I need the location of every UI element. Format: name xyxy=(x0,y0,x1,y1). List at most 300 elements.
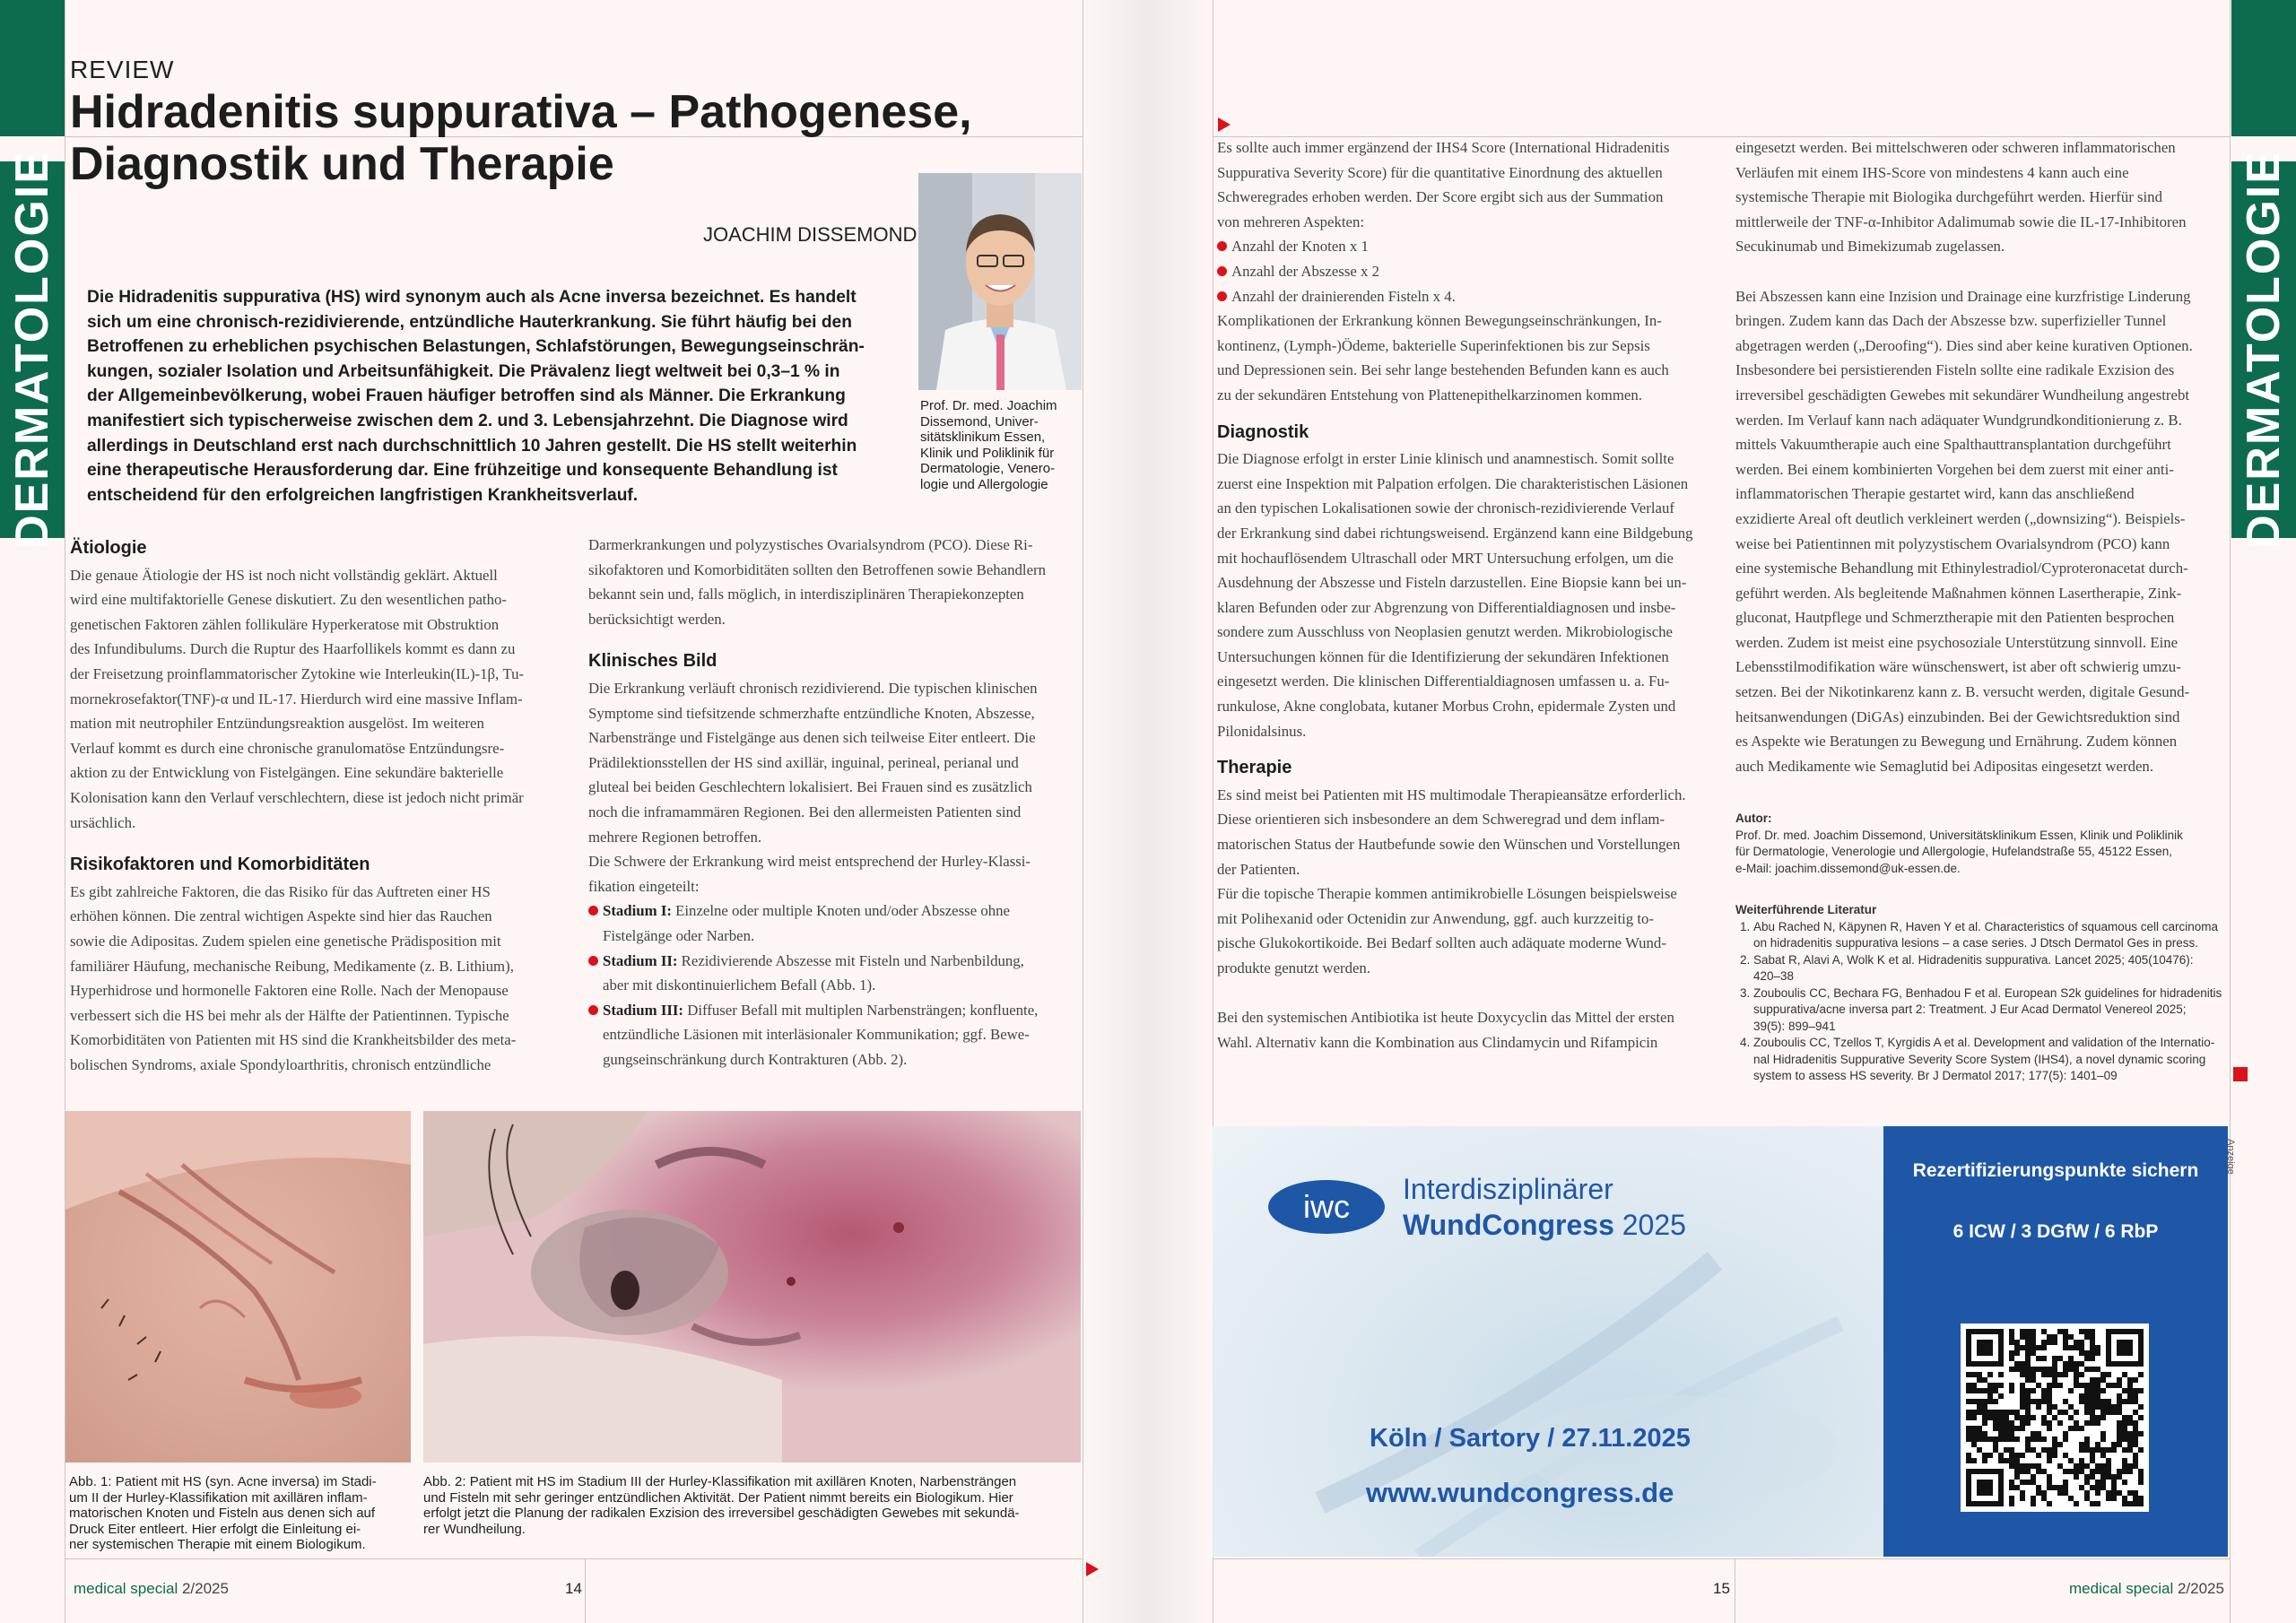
qr-module xyxy=(2004,1410,2009,1415)
qr-module xyxy=(2068,1426,2074,1431)
reference-line: on hidradenitis suppurativa lesions – a case series. J Dtsch Dermatol Ges in press. xyxy=(1753,936,2198,950)
qr-module xyxy=(2106,1490,2111,1496)
qr-module xyxy=(1971,1383,1977,1388)
qr-module xyxy=(2079,1463,2084,1469)
qr-module xyxy=(2133,1463,2138,1469)
qr-module xyxy=(2106,1399,2111,1404)
qr-module xyxy=(2020,1361,2025,1367)
qr-module xyxy=(1993,1426,1998,1431)
qr-module xyxy=(2041,1340,2047,1345)
qr-module xyxy=(2063,1361,2068,1367)
qr-module xyxy=(1998,1415,2004,1420)
body-line: Die Diagnose erfolgt in erster Linie klinisch und anamnestisch. Somit sollte xyxy=(1217,450,1674,468)
iwc-logo xyxy=(1268,1180,1385,1234)
author-portrait-illustration xyxy=(918,173,1082,390)
qr-module xyxy=(2133,1410,2138,1415)
qr-module xyxy=(2041,1469,2047,1474)
body-line: abgetragen werden („Deroofing“). Dies sind aber keine kurativen Optionen. xyxy=(1735,336,2193,354)
qr-module xyxy=(1982,1453,1987,1458)
qr-module xyxy=(1977,1404,1982,1410)
qr-module xyxy=(2036,1356,2041,1361)
body-line: Secukinumab und Bimekizumab zugelassen. xyxy=(1735,238,2005,256)
article-lead xyxy=(87,285,894,508)
qr-module xyxy=(2084,1496,2090,1501)
qr-module xyxy=(2122,1463,2127,1469)
body-line: kontinenz, (Lymph-)Ödeme, bakterielle Superinfektionen bis zur Sepsis xyxy=(1217,336,1650,354)
figure-1-caption xyxy=(69,1474,410,1553)
body-line: aktion zu der Entwicklung von Fistelgängen. Eine sekundäre bakterielle xyxy=(70,764,504,782)
qr-module xyxy=(2074,1372,2079,1377)
qr-module xyxy=(2111,1490,2117,1496)
qr-module xyxy=(2133,1431,2138,1436)
qr-module xyxy=(2117,1383,2122,1388)
reference-item xyxy=(1753,985,2224,1036)
qr-module xyxy=(2031,1350,2036,1356)
qr-module xyxy=(2052,1334,2057,1340)
body-line: zu der sekundären Entstehung von Plattenepithelkarzinomen kommen. xyxy=(1217,386,1642,404)
body-line: mittlerweile der TNF-α-Inhibitor Adalimumab sowie die IL-17-Inhibitoren xyxy=(1735,213,2187,230)
body-line: pische Glukokortikoide. Bei Bedarf sollten auch adäquate moderne Wund- xyxy=(1217,934,1666,952)
qr-module xyxy=(1982,1410,1987,1415)
qr-module xyxy=(2117,1442,2122,1447)
qr-module xyxy=(1987,1399,1993,1404)
body-line: der Patienten. xyxy=(1217,860,1300,878)
qr-module xyxy=(2111,1485,2117,1490)
qr-module xyxy=(2079,1458,2084,1463)
reference-list xyxy=(1735,919,2224,1085)
qr-module xyxy=(2020,1367,2025,1372)
qr-module xyxy=(1966,1453,1971,1458)
qr-module xyxy=(2036,1383,2041,1388)
reference-line: 2. Sabat R, Alavi A, Wolk K et al. Hidradenitis suppurativa. Lancet 2025; 405(10476): xyxy=(1753,952,2194,967)
qr-module xyxy=(2106,1410,2111,1415)
qr-module xyxy=(2095,1383,2100,1388)
qr-module xyxy=(1993,1388,1998,1393)
qr-module xyxy=(2106,1372,2111,1377)
body-line: Komplikationen der Erkrankung können Bewegungseinschränkungen, In- xyxy=(1217,312,1662,330)
qr-module xyxy=(2025,1367,2031,1372)
qr-module xyxy=(2020,1490,2025,1496)
qr-module xyxy=(1966,1458,1971,1463)
qr-module xyxy=(2036,1485,2041,1490)
end-of-article-marker xyxy=(2233,1067,2248,1081)
qr-module xyxy=(2111,1404,2117,1410)
body-line: bolischen Syndroms, axiale Spondyloarthritis, chronisch entzündliche xyxy=(70,1055,491,1073)
qr-module xyxy=(2090,1383,2095,1388)
qr-module xyxy=(2117,1404,2122,1410)
lead-line: der Allgemeinbevölkerung, wobei Frauen häufiger betroffen sind als Männer. Die Erkrankung xyxy=(87,386,846,406)
qr-module xyxy=(1987,1436,1993,1442)
qr-module xyxy=(2047,1388,2052,1393)
author-caption-line: logie und Allergologie xyxy=(920,476,1048,492)
qr-module xyxy=(2020,1463,2025,1469)
body-line: mation mit neutrophiler Entzündungsreaktion ausgelöst. Im weiteren xyxy=(70,715,484,733)
qr-module xyxy=(2063,1490,2068,1496)
author-caption-line: Klinik und Poliklinik für xyxy=(920,445,1055,461)
qr-module xyxy=(2127,1415,2133,1420)
qr-module xyxy=(2095,1393,2100,1399)
stage-text: Einzelne oder multiple Knoten und/oder Abszesse ohne xyxy=(675,902,1010,920)
footer-magazine-right xyxy=(2069,1580,2224,1598)
qr-module xyxy=(2041,1420,2047,1426)
qr-module xyxy=(2100,1388,2106,1393)
body-line: auch Medikamente wie Semaglutid bei Adipositas eingesetzt werden. xyxy=(1735,757,2154,775)
qr-module xyxy=(2100,1431,2106,1436)
body-line: mittels Vakuumtherapie auch eine Spalthauttransplantation durchgeführt xyxy=(1735,436,2171,454)
wundcongress-ad[interactable] xyxy=(1213,1126,2228,1557)
ad-title-line-2 xyxy=(1403,1207,1686,1243)
ad-title-year: 2025 xyxy=(1613,1209,1686,1241)
qr-module xyxy=(2133,1426,2138,1431)
qr-module xyxy=(2090,1474,2095,1480)
qr-module xyxy=(2074,1420,2079,1426)
body-line: noch die inframammären Regionen. Bei den allermeisten Patienten sind xyxy=(588,803,1022,820)
qr-module xyxy=(1971,1410,1977,1415)
body-line: bekannt sein und, falls möglich, in interdisziplinären Therapiekonzepten xyxy=(588,586,1024,603)
qr-module xyxy=(2031,1463,2036,1469)
qr-finder xyxy=(1977,1480,1993,1496)
author-photo xyxy=(918,173,1082,390)
qr-module xyxy=(2127,1420,2133,1426)
qr-module xyxy=(2004,1420,2009,1426)
body-line: Verlauf kommt es durch eine chronische granulomatöse Entzündungsre- xyxy=(70,739,505,757)
qr-module xyxy=(2122,1420,2127,1426)
qr-module xyxy=(2133,1501,2138,1506)
qr-finder xyxy=(1977,1340,1993,1356)
body-line: Wahl. Alternativ kann die Kombination aus Clindamycin und Rifampicin xyxy=(1217,1033,1658,1051)
qr-module xyxy=(2138,1480,2144,1485)
qr-module xyxy=(1977,1436,1982,1442)
qr-module xyxy=(2100,1447,2106,1453)
qr-module xyxy=(2057,1463,2063,1469)
qr-module xyxy=(2025,1463,2031,1469)
qr-module xyxy=(2063,1399,2068,1404)
body-line: sowie die Adipositas. Zudem spielen eine genetische Prädisposition mit xyxy=(70,932,501,950)
qr-module xyxy=(2036,1399,2041,1404)
author-caption-line: sitätsklinikum Essen, xyxy=(920,430,1046,445)
qr-module xyxy=(2009,1426,2014,1431)
caption-line: ner systemischen Therapie mit einem Biologikum. xyxy=(69,1537,366,1552)
qr-module xyxy=(2074,1474,2079,1480)
qr-module xyxy=(1966,1415,1971,1420)
author-info-line: e-Mail: joachim.dissemond@uk-essen.de. xyxy=(1735,861,1961,875)
body-line: Schweregrades erhoben werden. Der Score ergibt sich aus der Summation xyxy=(1217,188,1664,206)
body-line: Diese orientieren sich insbesondere an dem Schweregrad und dem inflam- xyxy=(1217,811,1665,829)
body-line: mit Polihexanid oder Octenidin zur Anwendung, ggf. auch kurzzeitig to- xyxy=(1217,909,1654,927)
qr-module xyxy=(2138,1388,2144,1393)
qr-module xyxy=(2057,1383,2063,1388)
qr-module xyxy=(1998,1410,2004,1415)
qr-module xyxy=(2127,1469,2133,1474)
section-tab-label: DERMATOLOGIE xyxy=(2238,151,2290,549)
qr-module xyxy=(2047,1334,2052,1340)
qr-module xyxy=(1998,1431,2004,1436)
footer-rule-right xyxy=(1213,1558,2230,1559)
author-name: JOACHIM DISSEMOND xyxy=(703,223,918,246)
section-tab-right xyxy=(2231,151,2296,549)
qr-module xyxy=(1971,1431,1977,1436)
qr-module xyxy=(2079,1361,2084,1367)
qr-module xyxy=(1966,1383,1971,1388)
qr-module xyxy=(2025,1329,2031,1334)
qr-module xyxy=(2020,1453,2025,1458)
qr-module xyxy=(2031,1345,2036,1350)
qr-module xyxy=(2041,1345,2047,1350)
reference-line: 1. Abu Rached N, Käpynen R, Haven Y et al. Characteristics of squamous cell carcinoma xyxy=(1753,919,2219,933)
magazine-name: medical special xyxy=(2069,1580,2174,1597)
body-line: werden. Zudem ist meist eine psychosoziale Unterstützung sinnvoll. Eine xyxy=(1735,633,2179,651)
qr-module xyxy=(2122,1431,2127,1436)
ad-place-date: Köln / Sartory / 27.11.2025 xyxy=(1370,1424,1691,1453)
qr-module xyxy=(1993,1442,1998,1447)
column-marker xyxy=(1218,117,1231,132)
author-caption-line: Prof. Dr. med. Joachim xyxy=(920,398,1057,413)
body-line: berücksichtigt werden. xyxy=(588,610,726,628)
qr-module xyxy=(2127,1463,2133,1469)
qr-module xyxy=(2133,1458,2138,1463)
figure-1-photo xyxy=(65,1111,411,1462)
heading-therapie: Therapie xyxy=(1217,758,1292,778)
author-info-line: für Dermatologie, Venerologie und Allergologie, Hufelandstraße 55, 45122 Essen, xyxy=(1735,845,2173,858)
qr-module xyxy=(2095,1350,2100,1356)
qr-module xyxy=(2063,1469,2068,1474)
qr-module xyxy=(1966,1426,1971,1431)
qr-module xyxy=(2047,1404,2052,1410)
qr-module xyxy=(2031,1436,2036,1442)
qr-module xyxy=(2100,1404,2106,1410)
qr-module xyxy=(2090,1329,2095,1334)
qr-module xyxy=(2020,1426,2025,1431)
qr-module xyxy=(2079,1350,2084,1356)
qr-module xyxy=(2084,1410,2090,1415)
qr-module xyxy=(2047,1453,2052,1458)
axilla-stage-2-illustration xyxy=(65,1111,411,1462)
qr-module xyxy=(1982,1415,1987,1420)
qr-module xyxy=(2068,1345,2074,1350)
body-line: Bei Abszessen kann eine Inzision und Drainage eine kurzfristige Linderung xyxy=(1735,287,2191,305)
qr-module xyxy=(2036,1453,2041,1458)
qr-module xyxy=(2020,1496,2025,1501)
reference-line: suppurativa/acne inversa part 2: Treatment. J Eur Acad Dermatol Venereol 2025; xyxy=(1753,1002,2187,1016)
stage-text: Rezidivierende Abszesse mit Fisteln und Narbenbildung, xyxy=(681,951,1024,969)
qr-module xyxy=(2014,1340,2020,1345)
qr-module xyxy=(2009,1334,2014,1340)
qr-module xyxy=(2106,1447,2111,1453)
qr-module xyxy=(2009,1480,2014,1485)
qr-module xyxy=(2020,1383,2025,1388)
qr-module xyxy=(2100,1480,2106,1485)
qr-module xyxy=(1971,1415,1977,1420)
lead-line: eine therapeutische Herausforderung dar. Eine frühzeitige und konsequente Behandlung ist xyxy=(87,461,838,481)
qr-module xyxy=(2117,1469,2122,1474)
qr-module xyxy=(2057,1372,2063,1377)
qr-module xyxy=(2004,1447,2009,1453)
qr-module xyxy=(1971,1388,1977,1393)
qr-module xyxy=(2025,1469,2031,1474)
qr-module xyxy=(2052,1367,2057,1372)
qr-module xyxy=(2127,1377,2133,1383)
qr-module xyxy=(2090,1410,2095,1415)
qr-module xyxy=(2138,1474,2144,1480)
qr-module xyxy=(2031,1399,2036,1404)
iwc-logo-text: iwc xyxy=(1303,1188,1350,1225)
body-line: mehrere Regionen betroffen. xyxy=(588,828,762,846)
qr-module xyxy=(2095,1485,2100,1490)
issue-number: 2/2025 xyxy=(2177,1580,2224,1597)
body-line: familiärer Häufung, mechanische Reibung, Medikamente (z. B. Lithium), xyxy=(70,957,514,975)
qr-module xyxy=(2009,1367,2014,1372)
qr-module xyxy=(2095,1490,2100,1496)
body-line: heitsanwendungen (DiGAs) einzubinden. Bei der Gewichtsreduktion sind xyxy=(1735,707,2180,725)
qr-module xyxy=(2111,1410,2117,1415)
body-line: eingesetzt werden. Die klinischen Differentialdiagnosen umfassen u. a. Fu- xyxy=(1217,673,1670,690)
qr-module xyxy=(2106,1496,2111,1501)
qr-module xyxy=(2057,1490,2063,1496)
body-line: Es gibt zahlreiche Faktoren, die das Risiko für das Auftreten einer HS xyxy=(70,882,491,900)
lead-line: allerdings in Deutschland erst nach durchschnittlich 10 Jahren gestellt. Die HS stellt weiterhin xyxy=(87,436,857,456)
body-line: es Aspekte wie Beratungen zu Bewegung und Ernährung. Zudem können xyxy=(1735,733,2178,751)
footer-rule-left xyxy=(65,1558,1083,1559)
body-line: zuerst eine Inspektion mit Palpation erfolgen. Die charakteristischen Läsionen xyxy=(1217,474,1689,492)
qr-module xyxy=(2127,1383,2133,1388)
qr-module xyxy=(2079,1372,2084,1377)
qr-module xyxy=(2122,1388,2127,1393)
qr-module xyxy=(2090,1453,2095,1458)
qr-module xyxy=(2100,1377,2106,1383)
qr-module xyxy=(2009,1410,2014,1415)
qr-module xyxy=(2036,1436,2041,1442)
lead-line: Die Hidradenitis suppurativa (HS) wird synonym auch als Acne inversa bezeichnet. Es handelt xyxy=(87,288,857,307)
ad-panel-heading: Rezertifizierungspunkte sichern xyxy=(1912,1160,2199,1181)
qr-module xyxy=(2090,1356,2095,1361)
body-line: klaren Befunden oder zur Abgrenzung von Differentialdiagnosen und insbe- xyxy=(1217,598,1676,616)
qr-module xyxy=(2031,1415,2036,1420)
qr-module xyxy=(2084,1356,2090,1361)
qr-module xyxy=(2074,1377,2079,1383)
qr-module xyxy=(2052,1372,2057,1377)
body-line: mornekrosefaktor(TNF)-α und IL-17. Hierdurch wird eine massive Inflam- xyxy=(70,690,523,707)
qr-module xyxy=(1971,1436,1977,1442)
qr-module xyxy=(2095,1388,2100,1393)
body-line: genetischen Faktoren zählen follikuläre Hyperkeratose mit Obstruktion xyxy=(70,615,500,633)
qr-module xyxy=(2127,1447,2133,1453)
qr-module xyxy=(2025,1420,2031,1426)
qr-module xyxy=(2138,1404,2144,1410)
bullet-dot xyxy=(1217,284,1231,299)
qr-module xyxy=(2095,1447,2100,1453)
ad-url-link[interactable]: www.wundcongress.de xyxy=(1366,1477,1674,1508)
qr-module xyxy=(2041,1415,2047,1420)
body-line: sondere zum Ausschluss von Neoplasien genutzt werden. Mikrobiologische xyxy=(1217,623,1674,641)
qr-module xyxy=(2068,1367,2074,1372)
qr-module xyxy=(2041,1388,2047,1393)
qr-module xyxy=(1998,1372,2004,1377)
qr-module xyxy=(1966,1410,1971,1415)
qr-module xyxy=(2133,1377,2138,1383)
qr-module xyxy=(2095,1469,2100,1474)
qr-module xyxy=(2100,1474,2106,1480)
qr-module xyxy=(1982,1420,1987,1426)
qr-module xyxy=(2095,1442,2100,1447)
qr-module xyxy=(2100,1372,2106,1377)
qr-module xyxy=(2036,1345,2041,1350)
right-column-2 xyxy=(1735,135,2226,778)
qr-module xyxy=(2009,1458,2014,1463)
qr-module xyxy=(2020,1388,2025,1393)
qr-module xyxy=(2031,1388,2036,1393)
qr-module xyxy=(2068,1361,2074,1367)
qr-module xyxy=(1998,1426,2004,1431)
qr-module xyxy=(2122,1399,2127,1404)
qr-module xyxy=(2106,1404,2111,1410)
stage-text: Diffuser Befall mit multiplen Narbensträngen; konfluente, xyxy=(687,1001,1039,1019)
qr-module xyxy=(2020,1404,2025,1410)
qr-module xyxy=(2041,1436,2047,1442)
body-line: produkte genutzt werden. xyxy=(1217,959,1371,976)
qr-module xyxy=(2133,1399,2138,1404)
author-caption-line: Dissemond, Univer- xyxy=(920,413,1039,430)
qr-module xyxy=(2014,1469,2020,1474)
qr-module xyxy=(2004,1426,2009,1431)
qr-module xyxy=(2036,1431,2041,1436)
qr-module xyxy=(2074,1426,2079,1431)
qr-module xyxy=(2079,1383,2084,1388)
qr-module xyxy=(1993,1415,1998,1420)
caption-line: Druck Eiter entleert. Hier erfolgt die Einleitung ei- xyxy=(69,1521,361,1537)
qr-module xyxy=(1993,1447,1998,1453)
qr-code[interactable] xyxy=(1961,1324,2149,1512)
ad-cme-panel xyxy=(1883,1126,2228,1557)
body-line: weise bei Patientinnen mit polyzystischem Ovarialsyndrom (PCO) kann xyxy=(1735,534,2170,552)
qr-module xyxy=(2095,1377,2100,1383)
qr-module xyxy=(2063,1345,2068,1350)
qr-module xyxy=(2084,1334,2090,1340)
qr-module xyxy=(2084,1480,2090,1485)
title-line-2: Diagnostik und Therapie xyxy=(70,138,614,190)
author-caption-line: Dermatologie, Venero- xyxy=(920,461,1056,476)
qr-module xyxy=(2111,1474,2117,1480)
ad-cme-points: 6 ICW / 3 DGfW / 6 RbP xyxy=(1952,1221,2159,1242)
body-line: werden. Im Verlauf kann nach adäquater Wundgrundkonditionierung z. B. xyxy=(1735,411,2182,429)
body-line: eingesetzt werden. Bei mittelschweren oder schweren inflammatorischen xyxy=(1735,139,2176,156)
qr-module xyxy=(2127,1399,2133,1404)
qr-module xyxy=(2009,1329,2014,1334)
qr-module xyxy=(1966,1388,1971,1393)
qr-module xyxy=(2036,1367,2041,1372)
qr-module xyxy=(2079,1485,2084,1490)
bullet-text: Anzahl der drainierenden Fisteln x 4. xyxy=(1231,287,1456,305)
qr-module xyxy=(2117,1399,2122,1404)
body-line: ursächlich. xyxy=(70,813,136,831)
qr-module xyxy=(2079,1426,2084,1431)
qr-module xyxy=(2084,1442,2090,1447)
qr-module xyxy=(2052,1415,2057,1420)
qr-module xyxy=(2063,1485,2068,1490)
qr-module xyxy=(2047,1367,2052,1372)
qr-module xyxy=(2057,1420,2063,1426)
qr-module xyxy=(2079,1393,2084,1399)
qr-module xyxy=(2079,1442,2084,1447)
right-column-1 xyxy=(1217,135,1708,1055)
qr-module xyxy=(2047,1372,2052,1377)
qr-module xyxy=(2090,1334,2095,1340)
qr-module xyxy=(2117,1436,2122,1442)
qr-module xyxy=(2041,1372,2047,1377)
qr-module xyxy=(2100,1415,2106,1420)
qr-module xyxy=(2074,1469,2079,1474)
qr-module xyxy=(2009,1350,2014,1356)
qr-module xyxy=(1998,1453,2004,1458)
